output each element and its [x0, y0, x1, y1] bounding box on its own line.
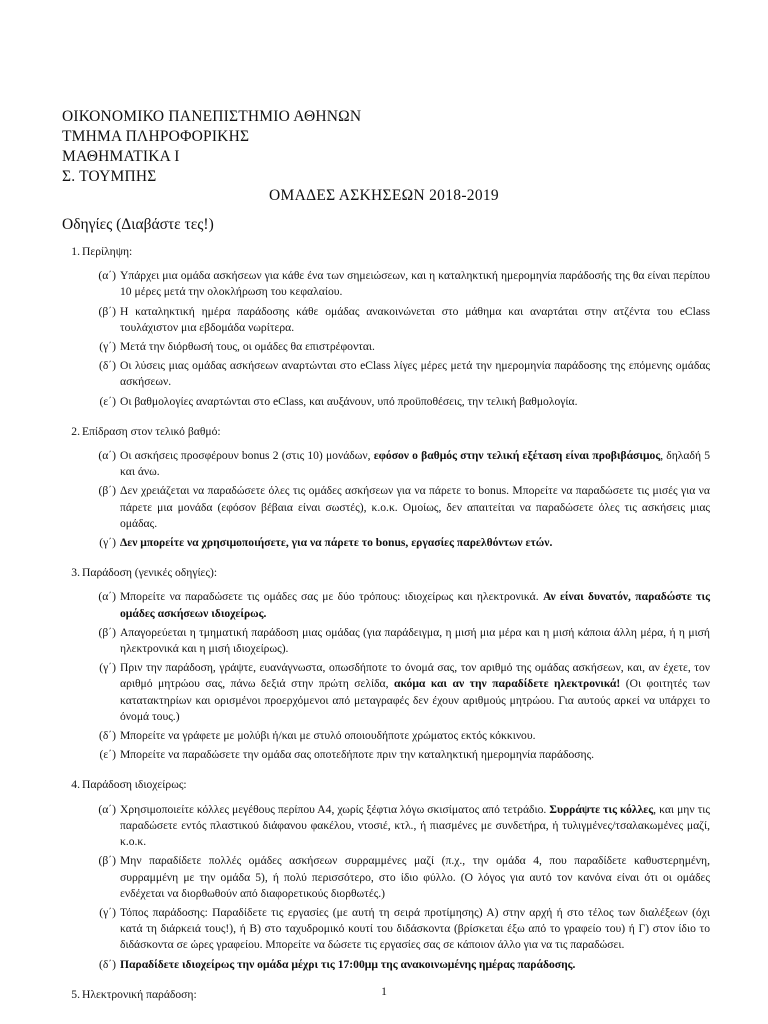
subitem-list: [82, 589, 710, 763]
subitem-label: (ε΄): [99, 748, 116, 762]
instructions-heading: Οδηγίες (Διαβάστε τες!): [62, 216, 214, 233]
text-segment: Οι ασκήσεις προσφέρουν bonus 2 (στις 10) μονάδων,: [120, 449, 374, 463]
text-segment: Μπορείτε να γράφετε με μολύβι ή/και με στυλό οποιουδήποτε χρώματος εκτός κόκκινου.: [120, 729, 536, 743]
subitem-text: [120, 803, 710, 848]
item-heading: Παράδοση (γενικές οδηγίες):: [82, 566, 218, 580]
subitem-label: (β΄): [98, 304, 116, 318]
university-name: ΟΙΚΟΝΟΜΙΚΟ ΠΑΝΕΠΙΣΤΗΜΙΟ ΑΘΗΝΩΝ: [62, 108, 362, 125]
emphasized-text: Αν είναι δυνατόν, παραδώστε τις ομάδες ασκήσεων ιδιοχείρως.: [120, 590, 710, 620]
subitem-text: [120, 359, 710, 388]
subitem-label: (β΄): [98, 854, 116, 868]
item-heading: Επίδραση στον τελικό βαθμό:: [82, 424, 221, 438]
emphasized-text: Συρράψτε τις κόλλες: [549, 802, 654, 816]
subitem-label: (γ΄): [99, 905, 116, 919]
text-segment: Δεν χρειάζεται να παραδώσετε όλες τις ομάδες ασκήσεων για να πάρετε το bonus. Μπορείτε να παραδώσετε τις μισές για να πάρετε μια μονάδα (εφόσον βέβαια είναι σωστές), κ.ο.κ. Ομοίως, δεν απαιτείται να παραδώσετε όλες τις ασκήσεις μιας ομάδας.: [120, 484, 710, 530]
subitem-text: [120, 729, 536, 742]
emphasized-text: εφόσον ο βαθμός στην τελική εξέταση είναι προβιβάσιμος: [373, 449, 661, 463]
text-segment: , δηλαδή 5 και άνω.: [120, 449, 710, 479]
text-segment: Μετά την διόρθωσή τους, οι ομάδες θα επιστρέφονται.: [120, 340, 375, 354]
subitem-text: [120, 590, 710, 619]
subitem-list: [82, 448, 710, 551]
subitem: [82, 339, 710, 355]
subitem: [82, 483, 710, 532]
item-heading: Παράδοση ιδιοχείρως:: [82, 778, 187, 792]
subitem-text: [120, 340, 375, 353]
item-number: 5.: [71, 987, 80, 1001]
emphasized-text: ακόμα και αν την παραδίδετε ηλεκτρονικά!: [393, 677, 621, 691]
subitem-label: (γ΄): [99, 340, 116, 354]
subitem: [82, 802, 710, 851]
subitem: [82, 747, 710, 763]
instructions-list: [62, 244, 710, 1017]
subitem: [82, 589, 710, 621]
text-segment: , και μην τις παραδώσετε εντός πλαστικού διάφανου φακέλου, ντοσιέ, κτλ., ή πιασμένες με συνδετήρα, ή τυλιγμένες/τσαλακωμένες μαζί, κ.ο.κ.: [120, 802, 710, 849]
item-heading: Ηλεκτρονική παράδοση:: [82, 987, 197, 1001]
emphasized-text: Δεν μπορείτε να χρησιμοποιήσετε, για να πάρετε το bonus, εργασίες παρελθόντων ετών.: [120, 536, 553, 550]
list-item: [62, 565, 710, 763]
page-number: 1: [381, 985, 387, 998]
text-segment: Μπορείτε να παραδώσετε την ομάδα σας οποτεδήποτε πριν την καταληκτική ημερομηνία παράδοσης.: [120, 748, 595, 762]
subitem-text: [120, 449, 710, 478]
text-segment: Τόπος παράδοσης: Παραδίδετε τις εργασίες (με αυτή τη σειρά προτίμησης) Α) στην αρχή ή στο τέλος των διαλέξεων (όχι κατά τη διάρκειά τους!), ή Β) στο ταχυδρομικό κουτί του διδάσκοντα (βρίσκεται έξω από το γραφείο του) ή Γ) στον ίδιο το διδάσκοντα σε ώρες γραφείου. Μπορείτε να δώσετε τις εργασίες σας σε κάποιον άλλο για να τις παραδώσει.: [120, 905, 710, 952]
text-segment: (Οι φοιτητές των κατατακτηρίων και ορισμένοι προερχόμενοι από μεταγραφές δεν έχουν αριθμούς μητρώου. Για αυτούς αρκεί να υπάρχει το όνομά τους.): [120, 677, 710, 723]
item-number: 2.: [71, 424, 80, 438]
subitem-label: (δ΄): [98, 359, 116, 373]
subitem-text: [120, 748, 594, 761]
subitem: [82, 268, 710, 300]
subitem-label: (γ΄): [99, 536, 116, 550]
subitem-label: (ε΄): [99, 394, 116, 408]
text-segment: Μπορείτε να παραδώσετε τις ομάδες σας με δύο τρόπους: ιδιοχείρως και ηλεκτρονικά.: [120, 590, 543, 604]
subitem-text: [120, 536, 552, 549]
item-number: 1.: [71, 245, 80, 258]
subitem: [82, 905, 710, 954]
text-segment: Οι βαθμολογίες αναρτώνται στο eClass, και αυξάνουν, υπό προϋποθέσεις, την τελική βαθμολογία.: [120, 394, 578, 408]
subitem: [82, 358, 710, 390]
subitem-text: [120, 854, 710, 899]
emphasized-text: Παραδίδετε ιδιοχείρως την ομάδα μέχρι τις 17:00μμ της ανακοινωμένης ημέρας παράδοσης.: [120, 957, 576, 971]
subitem: [82, 728, 710, 744]
subitem-label: (α΄): [98, 269, 116, 283]
subitem-text: [120, 395, 577, 408]
text-segment: Οι λύσεις μιας ομάδας ασκήσεων αναρτώνται στο eClass λίγες μέρες μετά την ημερομηνία παράδοσης της επόμενης ομάδας ασκήσεων.: [120, 359, 710, 389]
subitem-text: [120, 305, 710, 334]
text-segment: Η καταληκτική ημέρα παράδοσης κάθε ομάδας ανακοινώνεται στο μάθημα και αναρτάται στην ατζέντα του eClass τουλάχιστον μια εβδομάδα νωρίτερα.: [120, 304, 710, 334]
text-segment: Πριν την παράδοση, γράψτε, ευανάγνωστα, οπωσδήποτε το όνομά σας, τον αριθμό της ομάδας ασκήσεων, και, αν έχετε, τον αριθμό μητρώου σας, πάνω δεξιά στην πρώτη σελίδα,: [120, 661, 710, 691]
subitem-text: [120, 269, 710, 298]
subitem: [82, 625, 710, 657]
item-heading: Περίληψη:: [82, 245, 133, 258]
item-number: 4.: [71, 778, 80, 792]
instructor-name: Σ. ΤΟΥΜΠΗΣ: [62, 168, 157, 185]
text-segment: Μην παραδίδετε πολλές ομάδες ασκήσεων συρραμμένες μαζί (π.χ., την ομάδα 4, που παραδίδετε καθυστερημένη, συρραμμένη με την ομάδα 5), ή πολύ περισσότερο, στο ίδιο φύλλο. (Ο λόγος για αυτό τον κανόνα είναι ότι οι ομάδες ενδέχεται να διορθωθούν από διαφορετικούς διορθωτές.): [120, 854, 710, 900]
subitem-text: [120, 958, 575, 971]
subitem-label: (α΄): [98, 449, 116, 463]
text-segment: Υπάρχει μια ομάδα ασκήσεων για κάθε ένα των σημειώσεων, και η καταληκτική ημερομηνία παράδοσής της θα είναι περίπου 10 μέρες μετά την ολοκλήρωση του κεφαλαίου.: [120, 269, 710, 299]
subitem: [82, 660, 710, 725]
subitem: [82, 957, 710, 973]
subitem-list: [82, 268, 710, 410]
subitem-text: [120, 626, 710, 655]
text-segment: Χρησιμοποιείτε κόλλες μεγέθους περίπου Α4, χωρίς ξέφτια λόγω σκισίματος από τετράδιο.: [120, 802, 550, 816]
text-segment: Απαγορεύεται η τμηματική παράδοση μιας ομάδας (για παράδειγμα, η μισή μια μέρα και η μισή κάποια άλλη μέρα, ή η μισή ηλεκτρονικά και η μισή ιδιοχείρως).: [120, 625, 710, 656]
subitem-text: [120, 661, 710, 723]
subitem: [82, 853, 710, 902]
item-number: 3.: [71, 566, 80, 580]
subitem-label: (δ΄): [98, 957, 116, 971]
subitem: [82, 535, 710, 551]
subitem-label: (α΄): [98, 802, 116, 816]
subitem: [82, 448, 710, 480]
subitem-list: [82, 802, 710, 973]
list-item: [62, 244, 710, 410]
list-item: [62, 424, 710, 551]
subitem-text: [120, 484, 710, 529]
subitem-label: (γ΄): [99, 661, 116, 675]
course-name: ΜΑΘΗΜΑΤΙΚΑ Ι: [62, 148, 180, 165]
list-item: [62, 777, 710, 972]
subitem-label: (δ΄): [98, 729, 116, 743]
subitem: [82, 394, 710, 410]
document-header: [62, 107, 361, 187]
subitem-label: (β΄): [98, 625, 116, 639]
document-title: ΟΜΑΔΕΣ ΑΣΚΗΣΕΩΝ 2018-2019: [269, 187, 499, 204]
subitem-label: (β΄): [98, 484, 116, 498]
subitem-text: [120, 906, 710, 951]
department-name: ΤΜΗΜΑ ΠΛΗΡΟΦΟΡΙΚΗΣ: [62, 128, 250, 145]
subitem: [82, 304, 710, 336]
subitem-label: (α΄): [98, 590, 116, 604]
